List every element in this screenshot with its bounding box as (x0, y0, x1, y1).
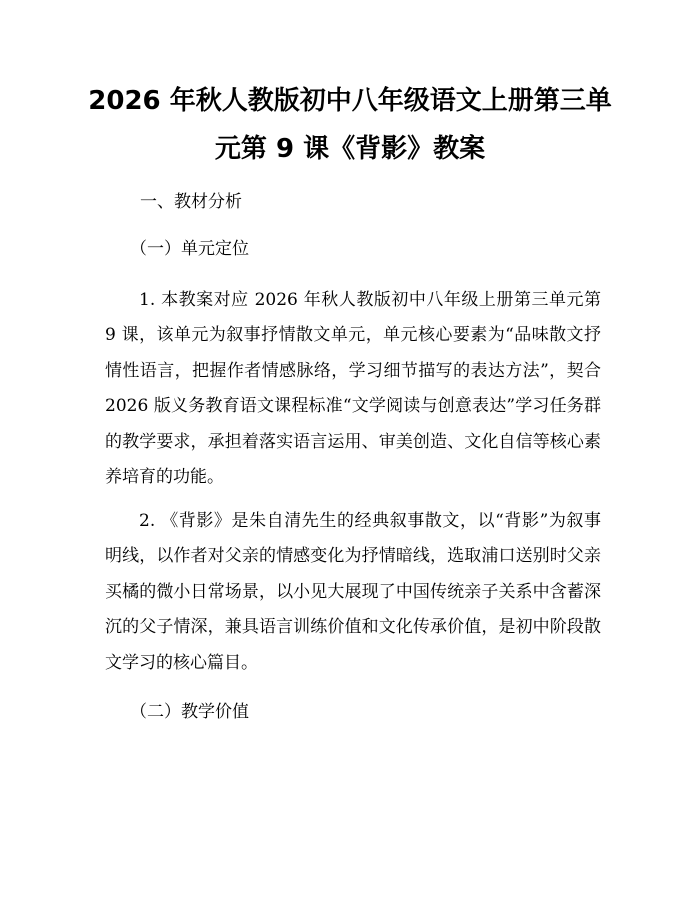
subsection-heading-teaching-value: （二）教学价值 (130, 702, 249, 722)
document-title-line-1: 2026 年秋人教版初中八年级语文上册第三单 (88, 86, 612, 116)
paragraph-unit-positioning: 1. 本教案对应 2026 年秋人教版初中八年级上册第三单元第 9 课，该单元为叙事抒情散文单元，单元核心要素为“品味散文抒情性语言，把握作者情感脉络，学习细节描写的表达方法”，契合 2026 版义务教育语文课程标准“文学阅读与创意表达”学习任务群的教学要求，承担着落实语言运用、审美创造、文化自信等核心素养培育的功能。 (105, 290, 601, 488)
subsection-heading-unit-positioning: （一）单元定位 (130, 239, 249, 259)
section-heading-textbook-analysis: 一、教材分析 (140, 192, 242, 212)
document-title-line-2: 元第 9 课《背影》教案 (214, 134, 486, 164)
paragraph-text-introduction: 2. 《背影》是朱自清先生的经典叙事散文，以“背影”为叙事明线，以作者对父亲的情感变化为抒情暗线，选取浦口送别时父亲买橘的微小日常场景，以小见大展现了中国传统亲子关系中含蓄深沉的父子情深，兼具语言训练价值和文化传承价值，是初中阶段散文学习的核心篇目。 (105, 511, 601, 673)
